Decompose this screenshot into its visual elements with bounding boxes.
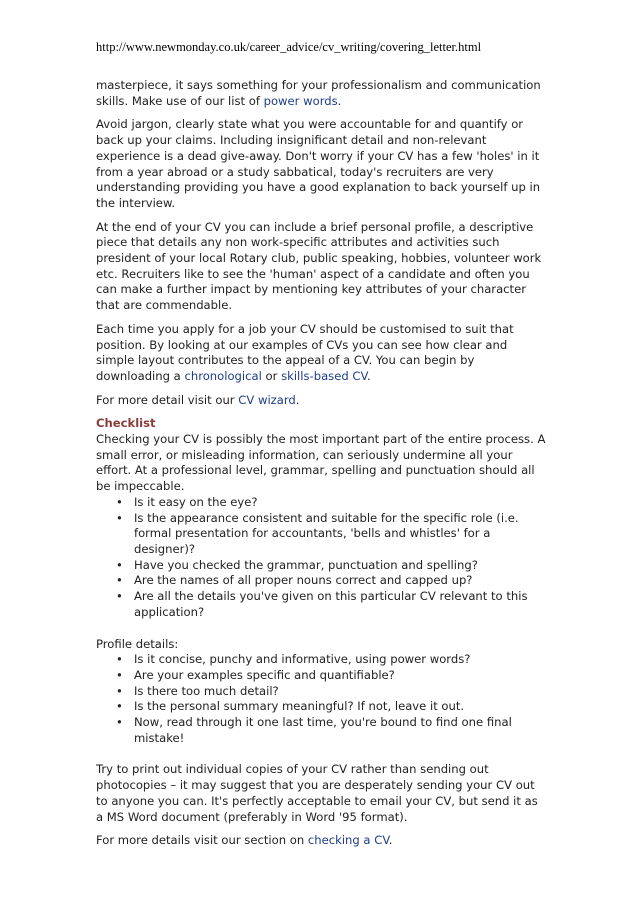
paragraph-text: For more details visit our section on: [96, 833, 308, 848]
skills-based-cv-link[interactable]: skills-based CV: [281, 368, 367, 383]
punctuation: .: [388, 833, 393, 848]
paragraph-text: Each time you apply for a job your CV should be customised to suit that position. By looking at our examples of CVs you can see how clear and simple layout contributes to the appeal of a CV. You can begin by downloading a: [96, 321, 514, 383]
list-item: • Are all the details you've given on this particular CV relevant to this application?: [134, 589, 546, 620]
checklist-intro: Checking your CV is possibly the most important part of the entire process. A small error, or misleading information, can seriously undermine all your effort. At a professional level, grammar, spelling and punctuation should all be impeccable.: [96, 432, 546, 494]
punctuation: .: [295, 392, 300, 407]
page-url-header: http://www.newmonday.co.uk/career_advice/cv_writing/covering_letter.html: [96, 40, 482, 54]
spacer: [96, 746, 546, 762]
chronological-link[interactable]: chronological: [184, 368, 262, 383]
power-words-link[interactable]: power words: [263, 93, 338, 108]
list-item: • Have you checked the grammar, punctuation and spelling?: [134, 558, 546, 574]
list-item: • Is it concise, punchy and informative, using power words?: [134, 652, 546, 668]
list-item: • Is the personal summary meaningful? If not, leave it out.: [134, 699, 546, 715]
list-item: • Is there too much detail?: [134, 684, 546, 700]
list-item: • Are your examples specific and quantifiable?: [134, 668, 546, 684]
paragraph-power-words: [96, 78, 546, 109]
checklist-heading: Checklist: [96, 416, 156, 431]
connector-text: or: [261, 368, 282, 383]
paragraph-personal-profile: At the end of your CV you can include a brief personal profile, a descriptive piece that details any non work-specific attributes and activities such president of your local Rotary club, public speaking, hobbies, volunteer work etc. Recruiters like to see the 'human' aspect of a candidate and often you can make a further impact by mentioning key attributes of your character that are commendable.: [96, 219, 542, 313]
checklist-list: [96, 495, 546, 621]
paragraph-text: masterpiece, it says something for your professionalism and communication skills. Make use of our list of: [96, 78, 541, 108]
checking-a-cv-link[interactable]: checking a CV: [307, 833, 389, 848]
list-item: • Is it easy on the eye?: [134, 495, 546, 511]
punctuation: .: [337, 93, 342, 108]
list-item: • Now, read through it one last time, you're bound to find one final mistake!: [134, 715, 546, 746]
profile-details-list: [96, 652, 546, 746]
paragraph-print-copies: Try to print out individual copies of your CV rather than sending out photocopies – it may suggest that you are desperately sending your CV out to anyone you can. It's perfectly acceptable to email your CV, but send it as a MS Word document (preferably in Word '95 format).: [96, 762, 538, 824]
spacer: [96, 621, 546, 637]
paragraph-cv-wizard: [96, 393, 546, 409]
list-item: • Are the names of all proper nouns correct and capped up?: [134, 573, 546, 589]
list-item: • Is the appearance consistent and suitable for the specific role (i.e. formal presentation for accountants, 'bells and whistles' for a designer)?: [134, 511, 546, 558]
profile-details-label: Profile details:: [96, 636, 179, 651]
paragraph-customise: [96, 322, 546, 385]
cv-wizard-link[interactable]: CV wizard: [238, 392, 296, 407]
paragraph-checking-cv: [96, 833, 546, 849]
paragraph-text: For more detail visit our: [96, 392, 239, 407]
article-body: [96, 78, 546, 857]
profile-details-section: [96, 637, 546, 747]
checklist-section: [96, 416, 546, 620]
punctuation: .: [366, 368, 371, 383]
paragraph-jargon: Avoid jargon, clearly state what you were accountable for and quantify or back up your claims. Including insignificant detail and non-relevant experience is a dead give-away. Don't worry if your CV has a few 'holes' in it from a year abroad or a study sabbatical, today's recruiters are very understanding providing you have a good explanation to back yourself up in the interview.: [96, 117, 541, 210]
